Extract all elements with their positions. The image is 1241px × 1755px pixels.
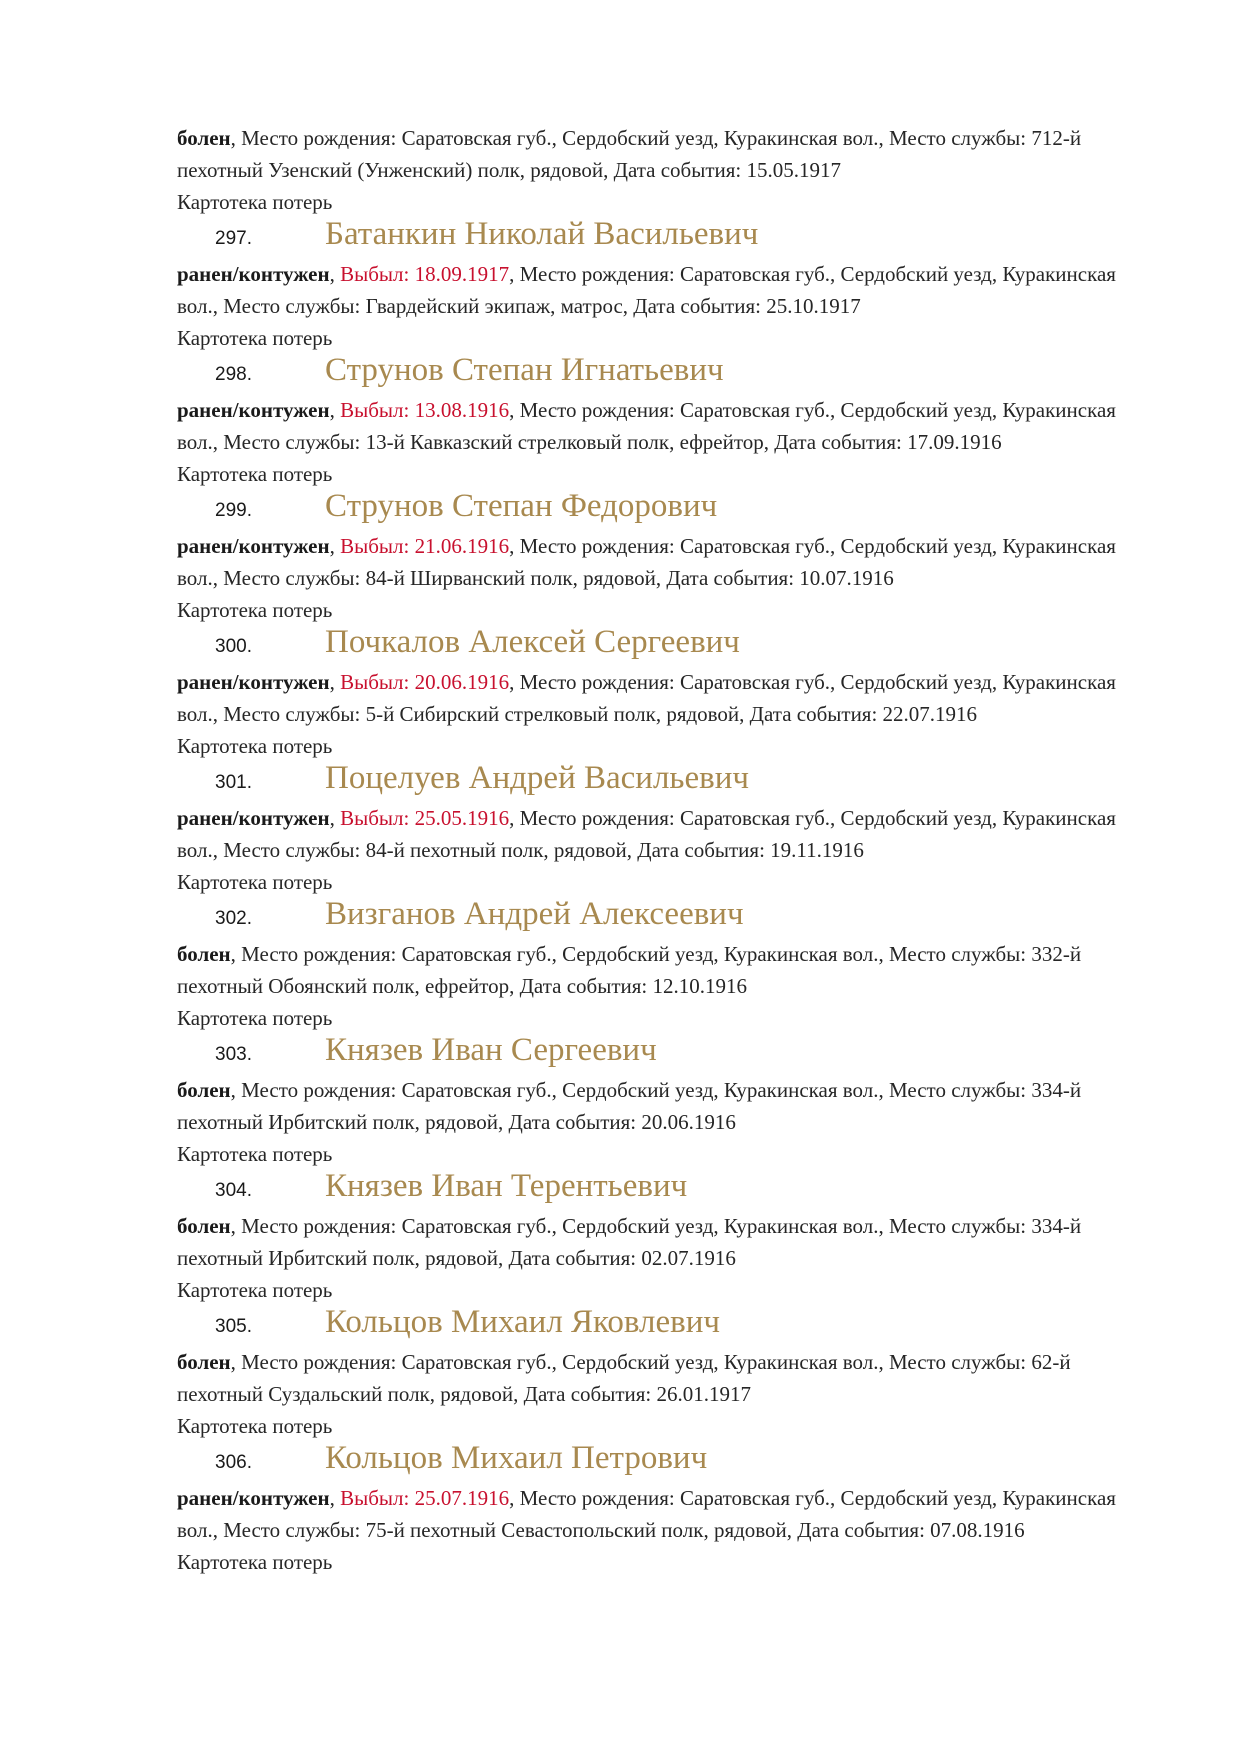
record-details-text: , Место рождения: Саратовская губ., Сердобский уезд, Куракинская вол., Место службы: 5-й Сибирский стрелковый полк, рядовой, Дата события: 22.07.1916	[177, 670, 1116, 726]
record-number: 302.	[215, 908, 252, 929]
record-number: 303.	[215, 1044, 252, 1065]
record-separator: ,	[329, 398, 341, 422]
record-dropped-date: Выбыл: 13.08.1916	[340, 398, 510, 422]
record-heading	[177, 762, 1157, 802]
record-details-text: , Место рождения: Саратовская губ., Сердобский уезд, Куракинская вол., Место службы: 334-й пехотный Ирбитский полк, рядовой, Дата события: 02.07.1916	[177, 1214, 1082, 1270]
record-source: Картотека потерь	[177, 326, 333, 350]
record-intro	[177, 122, 1157, 218]
record-details	[177, 258, 1157, 322]
record-separator: ,	[329, 534, 341, 558]
record-status: ранен/контужен	[177, 670, 330, 694]
record-details	[177, 1210, 1157, 1274]
record-details	[177, 530, 1157, 594]
record-details-text: , Место рождения: Саратовская губ., Сердобский уезд, Куракинская вол., Место службы: 712-й пехотный Узенский (Унженский) полк, рядовой, Дата события: 15.05.1917	[177, 126, 1082, 182]
record-name: Батанкин Николай Васильевич	[325, 216, 759, 252]
record-details	[177, 394, 1157, 458]
record-305	[177, 1306, 1157, 1442]
record-name: Струнов Степан Федорович	[325, 488, 718, 524]
record-heading	[177, 898, 1157, 938]
record-status: ранен/контужен	[177, 262, 330, 286]
record-source: Картотека потерь	[177, 190, 333, 214]
record-separator: ,	[329, 806, 341, 830]
record-heading	[177, 1170, 1157, 1210]
record-source: Картотека потерь	[177, 734, 333, 758]
record-heading	[177, 1034, 1157, 1074]
record-details	[177, 938, 1157, 1002]
record-details-text: , Место рождения: Саратовская губ., Сердобский уезд, Куракинская вол., Место службы: 332-й пехотный Обоянский полк, ефрейтор, Дата события: 12.10.1916	[177, 942, 1082, 998]
record-details	[177, 1074, 1157, 1138]
record-source: Картотека потерь	[177, 1142, 333, 1166]
record-heading	[177, 1442, 1157, 1482]
record-source: Картотека потерь	[177, 462, 333, 486]
record-status: ранен/контужен	[177, 1486, 330, 1510]
record-number: 297.	[215, 228, 252, 249]
record-dropped-date: Выбыл: 25.05.1916	[340, 806, 510, 830]
record-status: болен	[177, 1350, 231, 1374]
record-details	[177, 666, 1157, 730]
record-number: 305.	[215, 1316, 252, 1337]
record-separator: ,	[329, 670, 341, 694]
record-heading	[177, 218, 1157, 258]
record-source: Картотека потерь	[177, 870, 333, 894]
record-details-text: , Место рождения: Саратовская губ., Сердобский уезд, Куракинская вол., Место службы: 84-й пехотный полк, рядовой, Дата события: 19.11.1916	[177, 806, 1116, 862]
record-details	[177, 802, 1157, 866]
record-source: Картотека потерь	[177, 598, 333, 622]
record-details-text: , Место рождения: Саратовская губ., Сердобский уезд, Куракинская вол., Место службы: Гвардейский экипаж, матрос, Дата события: 25.10.1917	[177, 262, 1116, 318]
record-dropped-date: Выбыл: 21.06.1916	[340, 534, 510, 558]
record-heading	[177, 626, 1157, 666]
record-number: 306.	[215, 1452, 252, 1473]
record-separator: ,	[329, 262, 341, 286]
record-status: болен	[177, 1078, 231, 1102]
record-302	[177, 898, 1157, 1034]
record-details	[177, 122, 1157, 186]
record-status: болен	[177, 1214, 231, 1238]
record-304	[177, 1170, 1157, 1306]
record-details-text: , Место рождения: Саратовская губ., Сердобский уезд, Куракинская вол., Место службы: 84-й Ширванский полк, рядовой, Дата события: 10.07.1916	[177, 534, 1116, 590]
record-dropped-date: Выбыл: 18.09.1917	[340, 262, 510, 286]
record-details-text: , Место рождения: Саратовская губ., Сердобский уезд, Куракинская вол., Место службы: 334-й пехотный Ирбитский полк, рядовой, Дата события: 20.06.1916	[177, 1078, 1082, 1134]
record-details	[177, 1482, 1157, 1546]
record-303	[177, 1034, 1157, 1170]
record-297	[177, 218, 1157, 354]
record-name: Князев Иван Терентьевич	[325, 1168, 688, 1204]
record-source: Картотека потерь	[177, 1278, 333, 1302]
record-number: 299.	[215, 500, 252, 521]
record-details-text: , Место рождения: Саратовская губ., Сердобский уезд, Куракинская вол., Место службы: 13-й Кавказский стрелковый полк, ефрейтор, Дата события: 17.09.1916	[177, 398, 1116, 454]
document-body	[177, 122, 1157, 1578]
record-source: Картотека потерь	[177, 1006, 333, 1030]
record-status: ранен/контужен	[177, 398, 330, 422]
record-299	[177, 490, 1157, 626]
record-dropped-date: Выбыл: 25.07.1916	[340, 1486, 510, 1510]
record-name: Поцелуев Андрей Васильевич	[325, 760, 749, 796]
record-details-text: , Место рождения: Саратовская губ., Сердобский уезд, Куракинская вол., Место службы: 75-й пехотный Севастопольский полк, рядовой, Дата события: 07.08.1916	[177, 1486, 1116, 1542]
record-name: Визганов Андрей Алексеевич	[325, 896, 744, 932]
record-status: ранен/контужен	[177, 534, 330, 558]
record-dropped-date: Выбыл: 20.06.1916	[340, 670, 510, 694]
record-name: Почкалов Алексей Сергеевич	[325, 624, 740, 660]
record-details-text: , Место рождения: Саратовская губ., Сердобский уезд, Куракинская вол., Место службы: 62-й пехотный Суздальский полк, рядовой, Дата события: 26.01.1917	[177, 1350, 1071, 1406]
record-name: Князев Иван Сергеевич	[325, 1032, 657, 1068]
record-number: 301.	[215, 772, 252, 793]
record-status: ранен/контужен	[177, 806, 330, 830]
record-name: Кольцов Михаил Яковлевич	[325, 1304, 721, 1340]
record-number: 298.	[215, 364, 252, 385]
record-number: 300.	[215, 636, 252, 657]
record-name: Струнов Степан Игнатьевич	[325, 352, 724, 388]
record-301	[177, 762, 1157, 898]
record-300	[177, 626, 1157, 762]
record-heading	[177, 354, 1157, 394]
record-details	[177, 1346, 1157, 1410]
record-heading	[177, 490, 1157, 530]
record-number: 304.	[215, 1180, 252, 1201]
record-source: Картотека потерь	[177, 1414, 333, 1438]
record-name: Кольцов Михаил Петрович	[325, 1440, 708, 1476]
record-source: Картотека потерь	[177, 1550, 333, 1574]
record-status: болен	[177, 126, 231, 150]
record-298	[177, 354, 1157, 490]
record-306	[177, 1442, 1157, 1578]
record-heading	[177, 1306, 1157, 1346]
record-status: болен	[177, 942, 231, 966]
record-separator: ,	[329, 1486, 341, 1510]
